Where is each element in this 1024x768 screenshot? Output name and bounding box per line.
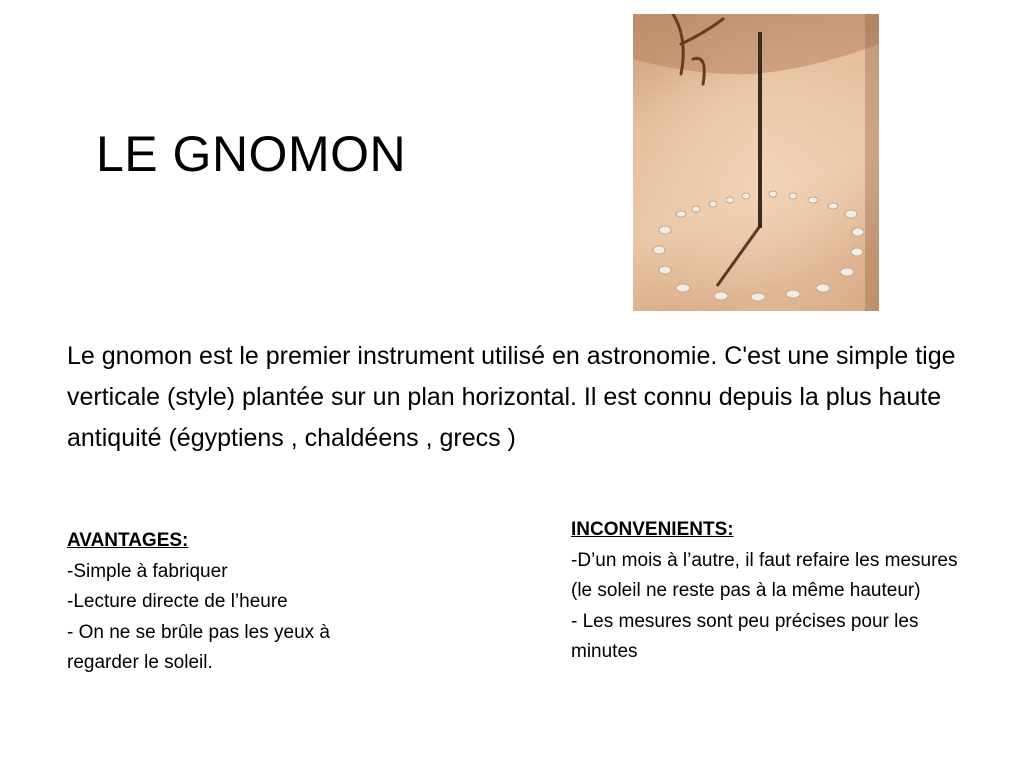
- inconvenients-heading: INCONVENIENTS:: [571, 519, 734, 540]
- slide-title: LE GNOMON: [96, 126, 407, 182]
- avantages-section: [67, 526, 417, 679]
- inconvenient-item: - Les mesures sont peu précises pour les minutes: [571, 610, 919, 662]
- avantage-item: -Lecture directe de l’heure: [67, 591, 288, 612]
- inconvenient-item: -D’un mois à l’autre, il faut refaire les mesures (le soleil ne reste pas à la même hauteur): [571, 549, 958, 601]
- gnomon-photo: [633, 14, 879, 311]
- avantage-item: -Simple à fabriquer: [67, 560, 228, 582]
- avantage-item: - On ne se brûle pas les yeux à regarder le soleil.: [67, 621, 330, 673]
- inconvenients-section: [571, 515, 971, 668]
- intro-paragraph: Le gnomon est le premier instrument utilisé en astronomie. C'est une simple tige verticale (style) plantée sur un plan horizontal. Il est connu depuis la plus haute antiquité (égyptiens , chaldéens , grecs ): [67, 342, 956, 452]
- avantages-heading: AVANTAGES:: [67, 530, 189, 551]
